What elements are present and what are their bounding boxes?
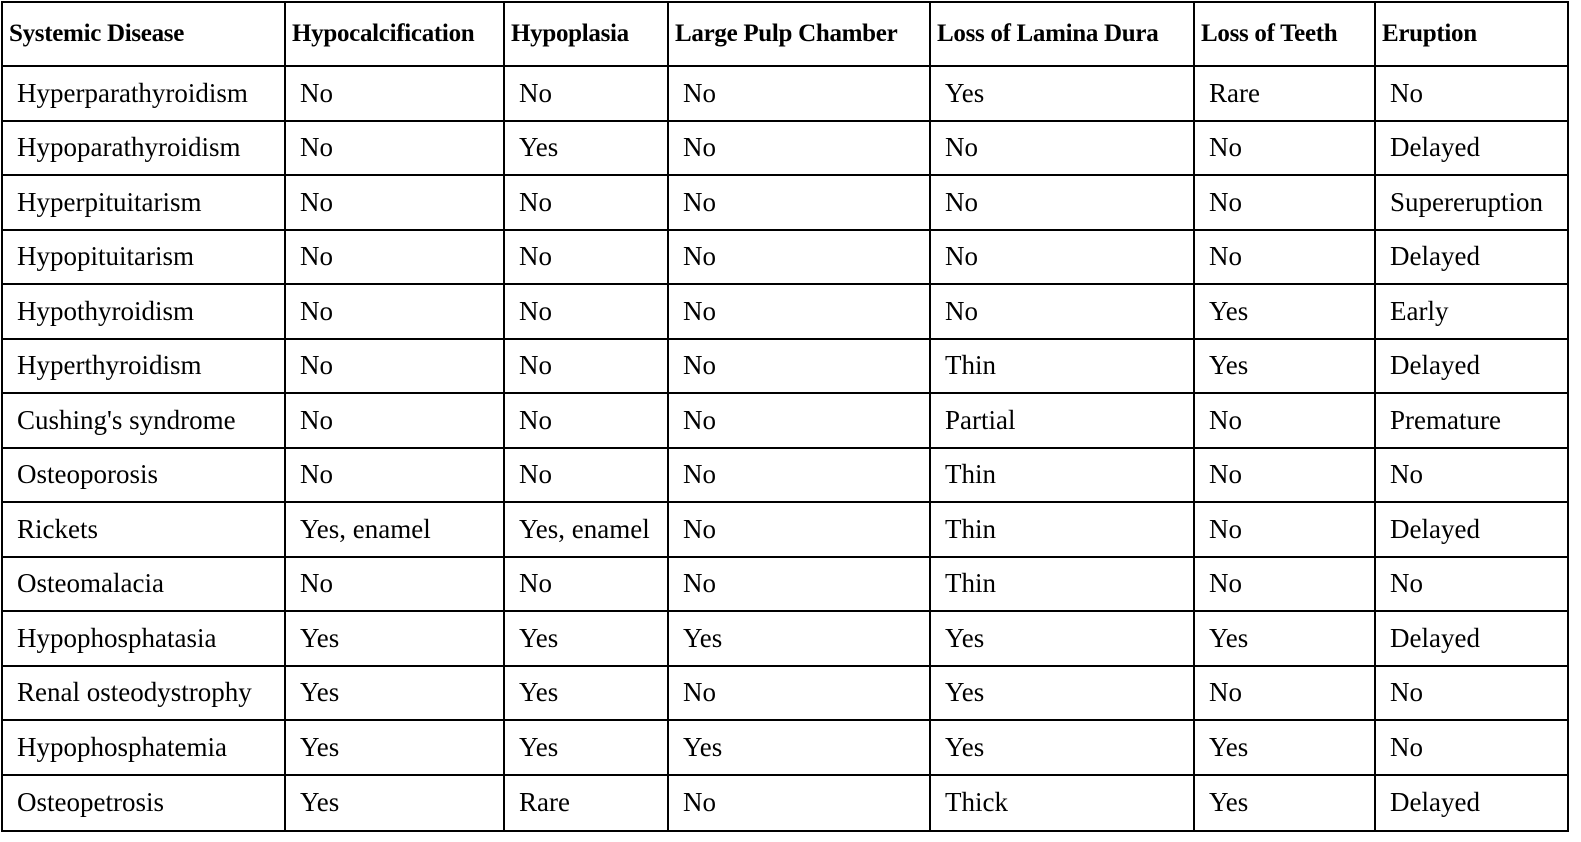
- cell-large-pulp-chamber: No: [668, 284, 930, 339]
- cell-eruption: Early: [1375, 284, 1568, 339]
- cell-hypocalcification: Yes: [285, 775, 504, 831]
- cell-eruption: Supereruption: [1375, 175, 1568, 230]
- table-row: [2, 175, 1568, 230]
- header-eruption: Eruption: [1375, 2, 1568, 66]
- cell-eruption: Delayed: [1375, 230, 1568, 285]
- cell-loss-of-teeth: Yes: [1194, 775, 1375, 831]
- cell-loss-of-teeth: No: [1194, 448, 1375, 503]
- cell-disease: Hypoparathyroidism: [2, 121, 285, 176]
- cell-hypoplasia: Yes: [504, 666, 668, 721]
- cell-loss-of-teeth: No: [1194, 393, 1375, 448]
- cell-eruption: No: [1375, 557, 1568, 612]
- table-row: [2, 284, 1568, 339]
- cell-disease: Rickets: [2, 502, 285, 557]
- cell-loss-of-lamina-dura: No: [930, 175, 1194, 230]
- cell-hypoplasia: No: [504, 175, 668, 230]
- cell-loss-of-lamina-dura: Yes: [930, 66, 1194, 121]
- cell-disease: Hyperparathyroidism: [2, 66, 285, 121]
- cell-hypoplasia: No: [504, 284, 668, 339]
- cell-loss-of-lamina-dura: Thick: [930, 775, 1194, 831]
- cell-large-pulp-chamber: No: [668, 175, 930, 230]
- cell-loss-of-teeth: No: [1194, 230, 1375, 285]
- header-systemic-disease: Systemic Disease: [2, 2, 285, 66]
- cell-hypoplasia: No: [504, 393, 668, 448]
- cell-loss-of-teeth: Yes: [1194, 611, 1375, 666]
- header-hypoplasia: Hypoplasia: [504, 2, 668, 66]
- cell-hypocalcification: No: [285, 557, 504, 612]
- table-row: [2, 775, 1568, 831]
- cell-eruption: Delayed: [1375, 339, 1568, 394]
- cell-loss-of-lamina-dura: Yes: [930, 666, 1194, 721]
- cell-hypoplasia: Yes: [504, 720, 668, 775]
- cell-large-pulp-chamber: No: [668, 502, 930, 557]
- cell-disease: Osteopetrosis: [2, 775, 285, 831]
- cell-eruption: Premature: [1375, 393, 1568, 448]
- cell-eruption: No: [1375, 448, 1568, 503]
- cell-loss-of-lamina-dura: Thin: [930, 448, 1194, 503]
- cell-loss-of-lamina-dura: Thin: [930, 339, 1194, 394]
- cell-large-pulp-chamber: No: [668, 775, 930, 831]
- header-hypocalcification: Hypocalcification: [285, 2, 504, 66]
- cell-loss-of-teeth: No: [1194, 175, 1375, 230]
- cell-eruption: No: [1375, 666, 1568, 721]
- cell-hypocalcification: Yes: [285, 720, 504, 775]
- cell-loss-of-lamina-dura: No: [930, 284, 1194, 339]
- cell-loss-of-lamina-dura: Thin: [930, 557, 1194, 612]
- header-loss-of-lamina-dura: Loss of Lamina Dura: [930, 2, 1194, 66]
- cell-large-pulp-chamber: No: [668, 393, 930, 448]
- cell-hypoplasia: No: [504, 557, 668, 612]
- cell-loss-of-teeth: No: [1194, 121, 1375, 176]
- cell-disease: Hypothyroidism: [2, 284, 285, 339]
- cell-hypocalcification: No: [285, 339, 504, 394]
- table-row: [2, 557, 1568, 612]
- cell-hypoplasia: Yes: [504, 121, 668, 176]
- table-row: [2, 393, 1568, 448]
- cell-disease: Hypophosphatasia: [2, 611, 285, 666]
- cell-eruption: Delayed: [1375, 121, 1568, 176]
- cell-large-pulp-chamber: No: [668, 121, 930, 176]
- cell-loss-of-lamina-dura: Yes: [930, 611, 1194, 666]
- cell-disease: Osteoporosis: [2, 448, 285, 503]
- cell-large-pulp-chamber: No: [668, 66, 930, 121]
- cell-loss-of-teeth: Rare: [1194, 66, 1375, 121]
- cell-large-pulp-chamber: No: [668, 448, 930, 503]
- cell-eruption: Delayed: [1375, 502, 1568, 557]
- cell-hypocalcification: No: [285, 121, 504, 176]
- cell-loss-of-lamina-dura: No: [930, 230, 1194, 285]
- cell-eruption: Delayed: [1375, 611, 1568, 666]
- cell-hypocalcification: No: [285, 448, 504, 503]
- cell-hypocalcification: Yes: [285, 611, 504, 666]
- table-row: [2, 666, 1568, 721]
- cell-disease: Osteomalacia: [2, 557, 285, 612]
- cell-hypoplasia: Yes, enamel: [504, 502, 668, 557]
- cell-disease: Hyperthyroidism: [2, 339, 285, 394]
- cell-loss-of-teeth: Yes: [1194, 720, 1375, 775]
- cell-loss-of-teeth: No: [1194, 557, 1375, 612]
- cell-disease: Renal osteodystrophy: [2, 666, 285, 721]
- cell-disease: Hypophosphatemia: [2, 720, 285, 775]
- systemic-disease-table: [1, 1, 1569, 832]
- cell-hypocalcification: Yes, enamel: [285, 502, 504, 557]
- cell-loss-of-lamina-dura: Partial: [930, 393, 1194, 448]
- cell-large-pulp-chamber: No: [668, 339, 930, 394]
- cell-large-pulp-chamber: Yes: [668, 720, 930, 775]
- cell-hypoplasia: No: [504, 448, 668, 503]
- cell-large-pulp-chamber: No: [668, 230, 930, 285]
- table-row: [2, 230, 1568, 285]
- cell-hypoplasia: No: [504, 339, 668, 394]
- table-row: [2, 720, 1568, 775]
- cell-disease: Hypopituitarism: [2, 230, 285, 285]
- cell-loss-of-teeth: No: [1194, 666, 1375, 721]
- table-row: [2, 448, 1568, 503]
- header-row: [2, 2, 1568, 66]
- cell-hypocalcification: No: [285, 284, 504, 339]
- cell-hypocalcification: No: [285, 66, 504, 121]
- cell-disease: Hyperpituitarism: [2, 175, 285, 230]
- cell-loss-of-lamina-dura: Yes: [930, 720, 1194, 775]
- cell-hypoplasia: No: [504, 66, 668, 121]
- cell-large-pulp-chamber: Yes: [668, 611, 930, 666]
- table-row: [2, 502, 1568, 557]
- cell-loss-of-lamina-dura: Thin: [930, 502, 1194, 557]
- header-large-pulp-chamber: Large Pulp Chamber: [668, 2, 930, 66]
- table-row: [2, 66, 1568, 121]
- cell-hypocalcification: No: [285, 230, 504, 285]
- cell-loss-of-teeth: Yes: [1194, 339, 1375, 394]
- cell-eruption: Delayed: [1375, 775, 1568, 831]
- cell-large-pulp-chamber: No: [668, 666, 930, 721]
- cell-large-pulp-chamber: No: [668, 557, 930, 612]
- cell-loss-of-lamina-dura: No: [930, 121, 1194, 176]
- cell-hypoplasia: Yes: [504, 611, 668, 666]
- cell-disease: Cushing's syndrome: [2, 393, 285, 448]
- header-loss-of-teeth: Loss of Teeth: [1194, 2, 1375, 66]
- table-row: [2, 121, 1568, 176]
- cell-eruption: No: [1375, 66, 1568, 121]
- cell-hypocalcification: No: [285, 175, 504, 230]
- cell-hypocalcification: Yes: [285, 666, 504, 721]
- cell-loss-of-teeth: No: [1194, 502, 1375, 557]
- table-row: [2, 611, 1568, 666]
- cell-loss-of-teeth: Yes: [1194, 284, 1375, 339]
- cell-hypocalcification: No: [285, 393, 504, 448]
- table-row: [2, 339, 1568, 394]
- cell-hypoplasia: Rare: [504, 775, 668, 831]
- cell-eruption: No: [1375, 720, 1568, 775]
- cell-hypoplasia: No: [504, 230, 668, 285]
